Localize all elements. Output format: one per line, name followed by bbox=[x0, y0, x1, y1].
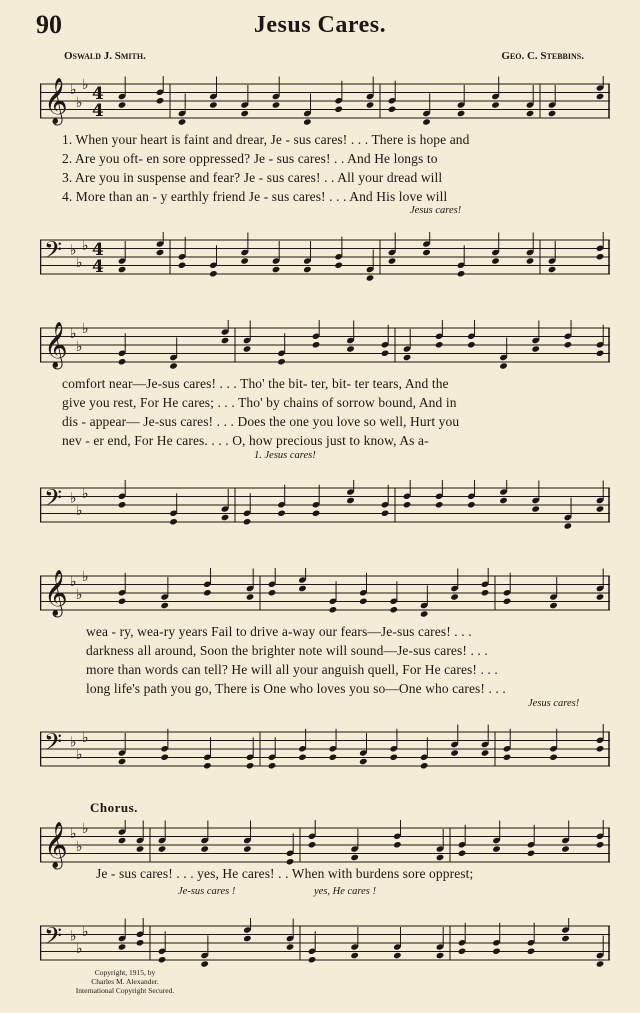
flat-icon: ♭ bbox=[70, 826, 77, 842]
note-head bbox=[312, 341, 321, 348]
flat-icon: ♭ bbox=[82, 730, 89, 746]
note-head bbox=[526, 110, 535, 117]
note-head bbox=[467, 341, 476, 348]
verse-3-line-1: 3. Are you in suspense and fear? Je - sus cares! . . All your dread will bbox=[62, 170, 443, 185]
note-head bbox=[492, 948, 501, 955]
note-head bbox=[420, 610, 429, 617]
note-head bbox=[388, 106, 397, 113]
note-head bbox=[118, 837, 127, 844]
bass-staff-1 bbox=[40, 232, 610, 277]
note-head bbox=[178, 118, 187, 125]
note-head bbox=[381, 350, 390, 357]
verse-4-line-1: 4. More than an - y earthly friend Je - sus cares! . . . And His love will bbox=[62, 189, 448, 204]
note-head bbox=[334, 106, 343, 113]
flat-icon: ♭ bbox=[70, 490, 77, 507]
note-head bbox=[156, 249, 165, 256]
treble-clef-icon: 𝄞 bbox=[44, 78, 68, 124]
note-head bbox=[209, 101, 218, 108]
note-head bbox=[169, 518, 178, 525]
note-head bbox=[303, 266, 312, 273]
note-head bbox=[491, 257, 500, 264]
note-head bbox=[118, 943, 127, 950]
flat-icon: ♭ bbox=[70, 928, 77, 945]
note-head bbox=[277, 358, 286, 365]
copyright-line-3: International Copyright Secured. bbox=[75, 986, 175, 995]
note-head bbox=[136, 939, 145, 946]
staff-lines bbox=[40, 724, 610, 778]
flat-icon: ♭ bbox=[82, 924, 89, 940]
note-head bbox=[221, 514, 230, 521]
note-head bbox=[200, 960, 209, 967]
staff-lines bbox=[40, 320, 610, 374]
note-head bbox=[268, 589, 277, 596]
note-head bbox=[298, 585, 307, 592]
treble-clef-icon: 𝄞 bbox=[44, 822, 68, 868]
verse-3-line-3: more than words can tell? He will all your anguish quell, For He cares! . . . bbox=[86, 662, 498, 677]
note-head bbox=[272, 101, 281, 108]
note-head bbox=[359, 758, 368, 765]
note-head bbox=[240, 110, 249, 117]
note-head bbox=[420, 762, 429, 769]
note-head bbox=[450, 749, 459, 756]
note-head bbox=[268, 762, 277, 769]
flat-icon: ♭ bbox=[76, 339, 83, 355]
bass-clef-icon: 𝄢 bbox=[44, 728, 63, 761]
verse-2-line-2: give you rest, For He cares; . . . Tho' by chains of sorrow bound, And in bbox=[62, 395, 457, 410]
page-number: 90 bbox=[36, 10, 62, 39]
treble-clef-icon: 𝄞 bbox=[44, 570, 68, 616]
note-head bbox=[136, 845, 145, 852]
flat-icon: ♭ bbox=[70, 82, 77, 98]
note-head bbox=[160, 602, 169, 609]
note-head bbox=[118, 501, 127, 508]
flat-icon: ♭ bbox=[82, 238, 89, 254]
flat-icon: ♭ bbox=[82, 821, 89, 837]
note-head bbox=[481, 589, 490, 596]
note-head bbox=[436, 952, 445, 959]
note-head bbox=[458, 948, 467, 955]
chorus-lyric: Je - sus cares! . . . yes, He cares! . . When with burdens sore opprest; bbox=[96, 866, 474, 881]
note-head bbox=[564, 341, 573, 348]
flat-icon: ♭ bbox=[76, 255, 83, 271]
note-head bbox=[548, 266, 557, 273]
flat-icon: ♭ bbox=[82, 77, 89, 93]
note-head bbox=[403, 501, 412, 508]
echo-label-3: Jesus cares! bbox=[528, 698, 580, 709]
chorus-label: Chorus. bbox=[90, 800, 138, 815]
note-head bbox=[246, 593, 255, 600]
note-head bbox=[596, 745, 605, 752]
staff-lines bbox=[40, 480, 610, 534]
note-head bbox=[200, 845, 209, 852]
chorus-echo-1: Je-sus cares ! bbox=[178, 886, 236, 897]
treble-staff-2 bbox=[40, 320, 610, 368]
note-head bbox=[450, 593, 459, 600]
note-head bbox=[243, 345, 252, 352]
note-head bbox=[393, 952, 402, 959]
staff-lines bbox=[40, 232, 610, 286]
note-head bbox=[389, 754, 398, 761]
note-head bbox=[286, 858, 295, 865]
note-head bbox=[527, 948, 536, 955]
echo-label-2: 1. Jesus cares! bbox=[254, 450, 316, 461]
bass-staff-3 bbox=[40, 724, 610, 763]
note-head bbox=[246, 762, 255, 769]
note-head bbox=[178, 262, 187, 269]
note-head bbox=[531, 505, 540, 512]
note-head bbox=[527, 850, 536, 857]
note-head bbox=[381, 510, 390, 517]
chorus-echo-2: yes, He cares ! bbox=[314, 886, 377, 897]
flat-icon: ♭ bbox=[76, 839, 83, 855]
note-head bbox=[243, 845, 252, 852]
note-head bbox=[243, 935, 252, 942]
staff-lines bbox=[40, 76, 610, 130]
note-head bbox=[334, 262, 343, 269]
note-head bbox=[160, 754, 169, 761]
verse-4-line-2: nev - er end, For He cares. . . . O, how precious just to know, As a- bbox=[62, 433, 429, 448]
note-head bbox=[531, 345, 540, 352]
bass-clef-icon: 𝄢 bbox=[44, 484, 63, 517]
note-head bbox=[492, 845, 501, 852]
flat-icon: ♭ bbox=[82, 321, 89, 337]
note-head bbox=[422, 249, 431, 256]
flat-icon: ♭ bbox=[76, 503, 83, 519]
note-head bbox=[158, 845, 167, 852]
note-head bbox=[435, 341, 444, 348]
bass-staff-2 bbox=[40, 480, 610, 519]
note-head bbox=[329, 754, 338, 761]
note-head bbox=[240, 257, 249, 264]
lyricist-credit: Oswald J. Smith. bbox=[64, 50, 146, 62]
note-head bbox=[286, 943, 295, 950]
staff-lines bbox=[40, 568, 610, 622]
note-head bbox=[548, 110, 557, 117]
treble-staff-1 bbox=[40, 76, 610, 124]
copyright-notice bbox=[0, 968, 250, 995]
note-head bbox=[312, 510, 321, 517]
note-head bbox=[561, 845, 570, 852]
note-head bbox=[303, 118, 312, 125]
note-head bbox=[272, 266, 281, 273]
echo-label-1: Jesus cares! bbox=[410, 205, 462, 216]
note-head bbox=[158, 956, 167, 963]
note-head bbox=[596, 841, 605, 848]
note-head bbox=[389, 606, 398, 613]
flat-icon: ♭ bbox=[70, 574, 77, 590]
note-head bbox=[366, 101, 375, 108]
note-head bbox=[499, 362, 508, 369]
composer-credit: Geo. C. Stebbins. bbox=[501, 50, 584, 62]
hymn-title: Jesus Cares. bbox=[253, 12, 387, 38]
time-signature: 4 bbox=[92, 257, 104, 277]
time-signature: 4 bbox=[92, 101, 104, 121]
note-head bbox=[458, 850, 467, 857]
treble-clef-icon: 𝄞 bbox=[44, 322, 68, 368]
treble-staff-3 bbox=[40, 568, 610, 616]
note-head bbox=[503, 598, 512, 605]
note-head bbox=[596, 350, 605, 357]
note-head bbox=[277, 510, 286, 517]
staff-lines bbox=[40, 918, 610, 972]
time-signature: 4 bbox=[92, 240, 104, 260]
note-head bbox=[203, 589, 212, 596]
note-head bbox=[118, 266, 127, 273]
note-head bbox=[366, 274, 375, 281]
note-head bbox=[118, 758, 127, 765]
note-head bbox=[156, 97, 165, 104]
note-head bbox=[359, 598, 368, 605]
note-head bbox=[403, 354, 412, 361]
copyright-line-1: Copyright, 1915, by bbox=[94, 968, 156, 977]
note-head bbox=[549, 602, 558, 609]
note-head bbox=[436, 854, 445, 861]
note-head bbox=[298, 754, 307, 761]
note-head bbox=[596, 93, 605, 100]
flat-icon: ♭ bbox=[76, 587, 83, 603]
copyright-line-2: Charles M. Alexander. bbox=[91, 977, 159, 986]
note-head bbox=[596, 593, 605, 600]
note-head bbox=[435, 501, 444, 508]
note-head bbox=[499, 497, 508, 504]
note-head bbox=[308, 841, 317, 848]
verse-1-line-1: 1. When your heart is faint and drear, Je - sus cares! . . . There is hope and bbox=[62, 132, 470, 147]
flat-icon: ♭ bbox=[76, 95, 83, 111]
note-head bbox=[346, 345, 355, 352]
bass-clef-icon: 𝄢 bbox=[44, 236, 63, 269]
verse-1-line-3: wea - ry, wea-ry years Fail to drive a-way our fears—Je-sus cares! . . . bbox=[86, 624, 472, 639]
note-head bbox=[169, 362, 178, 369]
note-head bbox=[118, 358, 127, 365]
note-head bbox=[564, 522, 573, 529]
time-signature: 4 bbox=[92, 84, 104, 104]
flat-icon: ♭ bbox=[76, 941, 83, 957]
note-head bbox=[203, 762, 212, 769]
note-head bbox=[596, 253, 605, 260]
note-head bbox=[221, 337, 230, 344]
flat-icon: ♭ bbox=[70, 326, 77, 342]
note-head bbox=[457, 270, 466, 277]
note-head bbox=[481, 749, 490, 756]
verse-3-line-2: dis - appear— Je-sus cares! . . . Does the one you love so well, Hurt you bbox=[62, 414, 460, 429]
note-head bbox=[393, 841, 402, 848]
treble-staff-4 bbox=[40, 820, 610, 868]
note-head bbox=[118, 101, 127, 108]
flat-icon: ♭ bbox=[82, 486, 89, 502]
note-head bbox=[350, 854, 359, 861]
note-head bbox=[329, 606, 338, 613]
bass-staff-4 bbox=[40, 918, 610, 957]
bass-clef-icon: 𝄢 bbox=[44, 922, 63, 955]
note-head bbox=[209, 270, 218, 277]
note-head bbox=[491, 101, 500, 108]
verse-2-line-3: darkness all around, Soon the brighter note will sound—Je-sus cares! . . . bbox=[86, 643, 488, 658]
note-head bbox=[503, 754, 512, 761]
note-head bbox=[561, 935, 570, 942]
verse-4-line-3: long life's path you go, There is One who loves you so—One who cares! . . . bbox=[86, 681, 506, 696]
note-head bbox=[243, 518, 252, 525]
note-head bbox=[388, 257, 397, 264]
note-head bbox=[596, 505, 605, 512]
flat-icon: ♭ bbox=[70, 734, 77, 751]
flat-icon: ♭ bbox=[70, 242, 77, 259]
note-head bbox=[422, 118, 431, 125]
note-head bbox=[308, 956, 317, 963]
flat-icon: ♭ bbox=[82, 569, 89, 585]
note-head bbox=[457, 110, 466, 117]
note-head bbox=[526, 257, 535, 264]
flat-icon: ♭ bbox=[76, 747, 83, 763]
verse-2-line-1: 2. Are you oft- en sore oppressed? Je - sus cares! . . And He longs to bbox=[62, 151, 438, 166]
note-head bbox=[118, 598, 127, 605]
note-head bbox=[346, 497, 355, 504]
note-head bbox=[467, 501, 476, 508]
verse-1-line-2: comfort near—Je-sus cares! . . . Tho' the bit- ter, bit- ter tears, And the bbox=[62, 376, 449, 391]
note-head bbox=[350, 952, 359, 959]
note-head bbox=[549, 754, 558, 761]
note-head bbox=[596, 960, 605, 967]
